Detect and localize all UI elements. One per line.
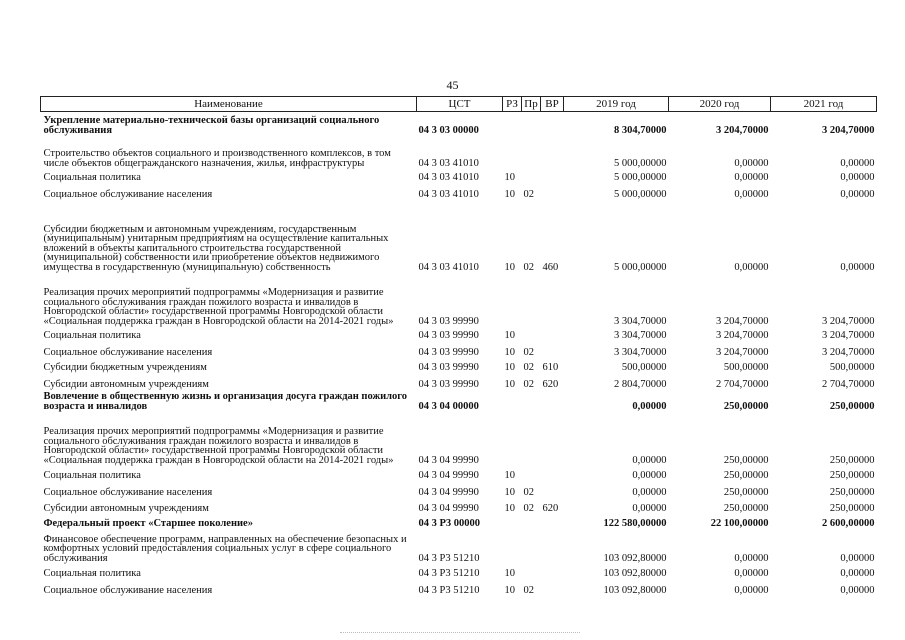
cell-2019: 8 304,70000 bbox=[614, 124, 667, 136]
cell-2021: 250,00000 bbox=[829, 486, 875, 498]
cell-rz: 10 bbox=[504, 584, 515, 596]
cell-2020: 0,00000 bbox=[734, 171, 769, 183]
cell-pr: 02 bbox=[523, 261, 534, 273]
cell-cst: 04 3 03 41010 bbox=[418, 157, 479, 169]
cell-2021: 250,00000 bbox=[829, 502, 875, 514]
cell-name: Субсидии бюджетным учреждениям bbox=[43, 361, 207, 373]
cell-cst: 04 3 03 99990 bbox=[418, 315, 479, 327]
cell-2019: 5 000,00000 bbox=[614, 261, 667, 273]
cell-2020: 22 100,00000 bbox=[710, 517, 769, 529]
cell-pr bbox=[522, 273, 541, 327]
cell-name: Федеральный проект «Старшее поколение» bbox=[43, 517, 253, 529]
cell-cst: 04 3 03 99990 bbox=[418, 329, 479, 341]
budget-table bbox=[40, 96, 877, 596]
table-row bbox=[41, 466, 877, 481]
cell-2020: 0,00000 bbox=[734, 188, 769, 200]
cell-vr bbox=[541, 579, 564, 596]
table-row bbox=[41, 183, 877, 200]
cell-cst: 04 3 03 00000 bbox=[418, 124, 479, 136]
cell-2019: 0,00000 bbox=[632, 486, 667, 498]
cell-2021: 0,00000 bbox=[840, 188, 875, 200]
cell-vr: 620 bbox=[542, 378, 559, 390]
cell-cst: 04 3 04 99990 bbox=[418, 502, 479, 514]
cell-2019: 0,00000 bbox=[632, 454, 667, 466]
cell-name: Социальное обслуживание населения bbox=[43, 584, 213, 596]
cell-2021: 250,00000 bbox=[829, 454, 875, 466]
cell-cst: 04 3 03 41010 bbox=[418, 188, 479, 200]
table-row bbox=[41, 529, 877, 564]
cell-2019: 5 000,00000 bbox=[614, 171, 667, 183]
cell-vr bbox=[541, 481, 564, 498]
cell-rz: 10 bbox=[504, 261, 515, 273]
cell-2020: 0,00000 bbox=[734, 157, 769, 169]
cell-name: Вовлечение в общественную жизнь и организация досуга граждан пожилого возраста и инвалидов bbox=[43, 391, 408, 412]
cell-rz bbox=[503, 390, 522, 412]
cell-2021: 0,00000 bbox=[840, 567, 875, 579]
header-2019: 2019 год bbox=[564, 97, 669, 112]
cell-2020: 250,00000 bbox=[723, 400, 769, 412]
cell-pr bbox=[522, 466, 541, 481]
cell-name: Субсидии автономным учреждениям bbox=[43, 378, 209, 390]
cell-rz bbox=[503, 514, 522, 529]
cell-rz: 10 bbox=[504, 469, 515, 481]
cell-2021: 3 204,70000 bbox=[822, 329, 875, 341]
cell-pr bbox=[522, 514, 541, 529]
cell-2020: 0,00000 bbox=[734, 552, 769, 564]
cell-2019: 2 804,70000 bbox=[614, 378, 667, 390]
cell-pr bbox=[522, 390, 541, 412]
cell-rz: 10 bbox=[504, 378, 515, 390]
cell-name: Финансовое обеспечение программ, направленных на обеспечение безопасных и комфортных условий предоставления социальных услуг в сфере социального обслуживания bbox=[43, 533, 407, 564]
cell-pr: 02 bbox=[523, 584, 534, 596]
cell-cst: 04 3 03 99990 bbox=[418, 378, 479, 390]
cell-pr: 02 bbox=[523, 188, 534, 200]
cell-cst: 04 3 04 99990 bbox=[418, 486, 479, 498]
cell-vr bbox=[541, 514, 564, 529]
table-row bbox=[41, 112, 877, 136]
cell-pr: 02 bbox=[523, 346, 534, 358]
cell-2021: 0,00000 bbox=[840, 584, 875, 596]
cell-2020: 3 204,70000 bbox=[716, 315, 769, 327]
cell-name: Социальная политика bbox=[43, 567, 141, 579]
cell-2020: 3 204,70000 bbox=[716, 346, 769, 358]
cell-vr bbox=[541, 466, 564, 481]
cell-name: Строительство объектов социального и производственного комплексов, в том числе объектов общегражданского назначения, жилья, инфраструктуры bbox=[43, 148, 391, 169]
cell-cst: 04 3 04 00000 bbox=[418, 400, 479, 412]
cell-rz bbox=[503, 529, 522, 564]
cell-2019: 5 000,00000 bbox=[614, 157, 667, 169]
header-2020: 2020 год bbox=[669, 97, 771, 112]
cell-2020: 250,00000 bbox=[723, 502, 769, 514]
cell-name: Социальное обслуживание населения bbox=[43, 188, 213, 200]
cell-name: Субсидии автономным учреждениям bbox=[43, 502, 209, 514]
cell-vr bbox=[541, 529, 564, 564]
cell-cst: 04 3 03 99990 bbox=[418, 346, 479, 358]
cell-name: Реализация прочих мероприятий подпрограммы «Модернизация и развитие социального обслуживания граждан пожилого возраста и инвалидов в Новгородской области» государственной программы Новгородской области «Социальная поддержка граждан в Новгородской области на 2014-2021 годы» bbox=[43, 287, 394, 327]
cell-2021: 3 204,70000 bbox=[822, 346, 875, 358]
cell-2019: 103 092,80000 bbox=[603, 567, 667, 579]
cell-vr bbox=[541, 327, 564, 341]
cell-rz bbox=[503, 136, 522, 169]
header-cst: ЦСТ bbox=[417, 97, 503, 112]
table-row bbox=[41, 169, 877, 183]
table-row bbox=[41, 327, 877, 341]
table-row bbox=[41, 579, 877, 596]
cell-2019: 122 580,00000 bbox=[603, 517, 667, 529]
cell-name: Социальное обслуживание населения bbox=[43, 486, 213, 498]
header-2021: 2021 год bbox=[771, 97, 877, 112]
cell-2019: 103 092,80000 bbox=[603, 584, 667, 596]
cell-vr bbox=[541, 183, 564, 200]
table-row bbox=[41, 373, 877, 390]
cell-name: Субсидии бюджетным и автономным учреждениям, государственным (муниципальным) унитарным предприятиям на осуществление капитальных вложений в объекты капитального строительства государственной (муниципальной) собственности или приобретение объектов недвижимого имущества в государственную (муниципальную) собственность bbox=[43, 223, 389, 273]
cell-2021: 0,00000 bbox=[840, 261, 875, 273]
cell-pr bbox=[522, 327, 541, 341]
cell-2020: 3 204,70000 bbox=[716, 124, 769, 136]
cell-pr bbox=[522, 564, 541, 579]
cell-2019: 3 304,70000 bbox=[614, 346, 667, 358]
table-row bbox=[41, 273, 877, 327]
cell-cst: 04 3 P3 51210 bbox=[418, 567, 480, 579]
cell-rz: 10 bbox=[504, 329, 515, 341]
cell-2021: 250,00000 bbox=[829, 469, 875, 481]
cell-rz: 10 bbox=[504, 502, 515, 514]
cell-2021: 0,00000 bbox=[840, 157, 875, 169]
cell-pr bbox=[522, 112, 541, 136]
cell-2019: 5 000,00000 bbox=[614, 188, 667, 200]
cell-vr: 610 bbox=[542, 361, 559, 373]
table-body bbox=[41, 112, 877, 596]
cell-pr: 02 bbox=[523, 378, 534, 390]
cell-name: Социальная политика bbox=[43, 469, 141, 481]
cell-cst: 04 3 P3 51210 bbox=[418, 584, 480, 596]
cell-vr bbox=[541, 136, 564, 169]
cell-vr bbox=[541, 341, 564, 358]
cell-2019: 103 092,80000 bbox=[603, 552, 667, 564]
cell-2020: 250,00000 bbox=[723, 469, 769, 481]
cell-2021: 2 600,00000 bbox=[822, 517, 875, 529]
cell-pr: 02 bbox=[523, 502, 534, 514]
table-row bbox=[41, 564, 877, 579]
cell-cst: 04 3 P3 00000 bbox=[418, 517, 481, 529]
cell-name: Социальное обслуживание населения bbox=[43, 346, 213, 358]
cell-2021: 3 204,70000 bbox=[822, 315, 875, 327]
cell-rz: 10 bbox=[504, 346, 515, 358]
cell-pr bbox=[522, 412, 541, 466]
cell-rz bbox=[503, 273, 522, 327]
cell-pr bbox=[522, 136, 541, 169]
cell-cst: 04 3 04 99990 bbox=[418, 469, 479, 481]
header-vr: ВР bbox=[541, 97, 564, 112]
cell-cst: 04 3 03 41010 bbox=[418, 261, 479, 273]
cell-2021: 0,00000 bbox=[840, 552, 875, 564]
cell-vr bbox=[541, 390, 564, 412]
cell-pr bbox=[522, 529, 541, 564]
cell-2020: 2 704,70000 bbox=[716, 378, 769, 390]
header-pr: Пр bbox=[522, 97, 541, 112]
cell-rz bbox=[503, 112, 522, 136]
cell-2021: 0,00000 bbox=[840, 171, 875, 183]
cell-name: Реализация прочих мероприятий подпрограммы «Модернизация и развитие социального обслуживания граждан пожилого возраста и инвалидов в Новгородской области» государственной программы Новгородской области «Социальная поддержка граждан в Новгородской области на 2014-2021 годы» bbox=[43, 426, 394, 466]
scan-artifact bbox=[340, 632, 580, 635]
cell-rz: 10 bbox=[504, 567, 515, 579]
table-row bbox=[41, 412, 877, 466]
table-row bbox=[41, 498, 877, 514]
cell-cst: 04 3 03 41010 bbox=[418, 171, 479, 183]
cell-2020: 3 204,70000 bbox=[716, 329, 769, 341]
cell-name: Социальная политика bbox=[43, 329, 141, 341]
cell-2019: 0,00000 bbox=[632, 469, 667, 481]
header-name: Наименование bbox=[41, 97, 417, 112]
cell-2020: 250,00000 bbox=[723, 454, 769, 466]
table-row bbox=[41, 390, 877, 412]
table-row bbox=[41, 358, 877, 373]
cell-vr bbox=[541, 412, 564, 466]
cell-name: Социальная политика bbox=[43, 171, 141, 183]
cell-2019: 0,00000 bbox=[632, 502, 667, 514]
table-header-row bbox=[41, 97, 877, 112]
cell-2019: 500,00000 bbox=[621, 361, 667, 373]
table-row bbox=[41, 481, 877, 498]
cell-vr bbox=[541, 564, 564, 579]
cell-cst: 04 3 03 99990 bbox=[418, 361, 479, 373]
cell-vr: 460 bbox=[542, 261, 559, 273]
page-number: 45 bbox=[446, 78, 459, 92]
cell-rz: 10 bbox=[504, 171, 515, 183]
cell-2019: 0,00000 bbox=[632, 400, 667, 412]
cell-2021: 250,00000 bbox=[829, 400, 875, 412]
table-row bbox=[41, 136, 877, 169]
cell-pr bbox=[522, 169, 541, 183]
cell-2019: 3 304,70000 bbox=[614, 329, 667, 341]
cell-vr bbox=[541, 112, 564, 136]
table-row bbox=[41, 341, 877, 358]
cell-vr bbox=[541, 273, 564, 327]
cell-name: Укрепление материально-технической базы организаций социального обслуживания bbox=[43, 115, 380, 136]
header-rz: РЗ bbox=[503, 97, 522, 112]
table-row bbox=[41, 514, 877, 529]
cell-rz: 10 bbox=[504, 188, 515, 200]
cell-2020: 0,00000 bbox=[734, 261, 769, 273]
cell-2021: 500,00000 bbox=[829, 361, 875, 373]
cell-rz bbox=[503, 412, 522, 466]
cell-cst: 04 3 04 99990 bbox=[418, 454, 479, 466]
cell-2020: 250,00000 bbox=[723, 486, 769, 498]
cell-cst: 04 3 P3 51210 bbox=[418, 552, 480, 564]
cell-2021: 3 204,70000 bbox=[822, 124, 875, 136]
cell-vr bbox=[541, 169, 564, 183]
cell-vr: 620 bbox=[542, 502, 559, 514]
cell-2020: 0,00000 bbox=[734, 584, 769, 596]
cell-2019: 3 304,70000 bbox=[614, 315, 667, 327]
cell-pr: 02 bbox=[523, 361, 534, 373]
table-row bbox=[41, 200, 877, 273]
cell-rz: 10 bbox=[504, 486, 515, 498]
cell-2020: 0,00000 bbox=[734, 567, 769, 579]
cell-rz: 10 bbox=[504, 361, 515, 373]
cell-2021: 2 704,70000 bbox=[822, 378, 875, 390]
cell-2020: 500,00000 bbox=[723, 361, 769, 373]
cell-pr: 02 bbox=[523, 486, 534, 498]
